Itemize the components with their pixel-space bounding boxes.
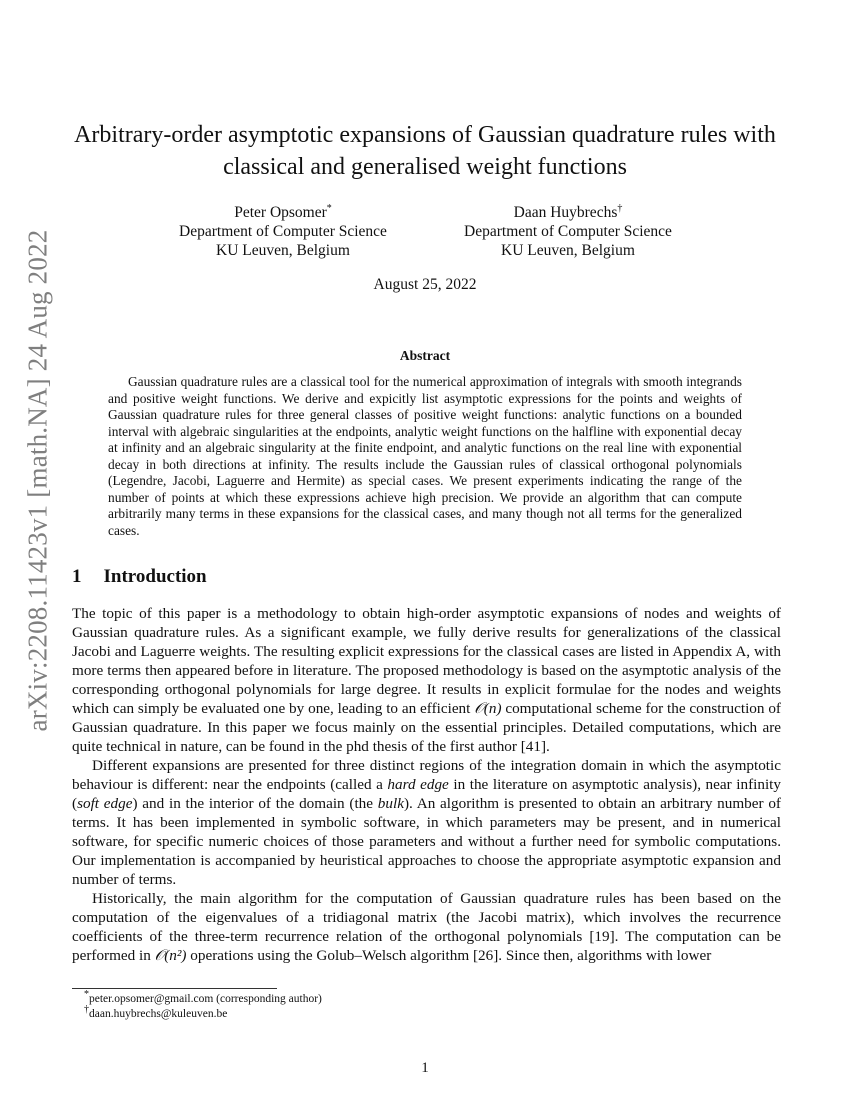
arxiv-identifier: arXiv:2208.11423v1 [math.NA] 24 Aug 2022 — [22, 229, 53, 731]
paragraph-1-text-a: The topic of this paper is a methodology to obtain high-order asymptotic expansions of nodes and weights of Gaussian quadrature rules. As a significant example, we fully derive results for generalizations of the classical Jacobi and Laguerre weights. The resulting explicit expressions for the classical cases are listed in Appendix A, with more terms then appeared before in literature. The proposed methodology is based on the asymptotic analysis of the corresponding orthogonal polynomials for large degree. It results in explicit formulae for the nodes and weights which can simply be evaluated one by one, leading to an efficient — [72, 605, 781, 717]
footnote-2-text: daan.huybrechs@kuleuven.be — [89, 1007, 228, 1020]
abstract-heading: Abstract — [399, 348, 451, 363]
paragraph-2-text-d: ). An algorithm is presented to obtain an arbitrary number of terms. It has been implemented in symbolic software, in which parameters may be present, and in numerical software, for specific numeric choices of those parameters and without a further need for symbolic computations. Our implementation is accompanied by heuristical approaches to choose the appropriate asymptotic expansion and number of terms. — [72, 795, 781, 888]
paragraph-1 — [72, 604, 781, 756]
footnote-1 — [72, 989, 772, 1007]
paragraph-2 — [72, 756, 781, 889]
footnote-1-text: peter.opsomer@gmail.com (corresponding author) — [89, 993, 322, 1005]
author-2-footnote-mark: † — [617, 202, 623, 214]
author-1-department: Department of Computer Science — [179, 223, 387, 240]
author-1-name: Peter Opsomer — [234, 204, 327, 221]
math-order-n: 𝒪(n) — [474, 700, 502, 717]
page-number: 1 — [421, 1060, 429, 1076]
abstract-text: Gaussian quadrature rules are a classical tool for the numerical approximation of integrals with smooth integrands and positive weight functions. We derive and expicitly list asymptotic expressions for the points and weights of Gaussian quadrature rules for three general classes of positive weight functions: analytic functions on a bounded interval with algebraic singularities at the endpoints, analytic weight functions on the halfline with exponential decay at infinity and an algebraic singularity at the finite endpoint, and analytic functions on the real line with exponential decay in both directions at infinity. The results include the Gaussian rules of classical orthogonal polynomials (Legendre, Jacobi, Laguerre and Hermite) as special cases. We present experiments indicating the range of the number of points at which these expressions achieve high precision. We provide an algorithm that can compute arbitrarily many terms in these expansions for the classical cases, and many though not all terms for the generalized cases. — [108, 374, 742, 538]
footnotes — [72, 989, 772, 1021]
emphasis-hard-edge: hard edge — [387, 776, 449, 793]
paragraph-2-text-a: Different expansions are presented for three distinct regions of the integration domain in which the asymptotic behaviour is different: near the endpoints (called a — [72, 757, 781, 793]
author-1-footnote-mark: * — [326, 202, 332, 214]
footnote-2-mark: † — [84, 1003, 89, 1015]
footnote-2 — [72, 1003, 772, 1022]
author-2-department: Department of Computer Science — [464, 223, 672, 240]
author-2 — [428, 203, 708, 260]
emphasis-soft-edge: soft edge — [77, 795, 133, 812]
paper-title: Arbitrary-order asymptotic expansions of Gaussian quadrature rules with classical and generalised weight functions — [74, 122, 776, 180]
math-order-n-squared: 𝒪(n²) — [154, 947, 187, 964]
author-1 — [143, 203, 423, 260]
author-1-affiliation: KU Leuven, Belgium — [216, 242, 350, 259]
paragraph-2-text-c: ) and in the interior of the domain (the — [132, 795, 378, 812]
footnote-1-mark: * — [84, 989, 89, 1001]
author-2-name: Daan Huybrechs — [513, 204, 618, 221]
body-text — [72, 604, 781, 965]
paragraph-3 — [72, 889, 781, 965]
author-2-affiliation: KU Leuven, Belgium — [501, 242, 635, 259]
section-heading — [72, 566, 207, 588]
footnote-divider — [72, 988, 277, 989]
paragraph-2-text-b: in the literature on asymptotic analysis), near infinity ( — [72, 776, 781, 812]
paragraph-3-text-a: Historically, the main algorithm for the computation of Gaussian quadrature rules has been based on the computation of the eigenvalues of a tridiagonal matrix (the Jacobi matrix), which involves the recurrence coefficients of the three-term recurrence relation of the orthogonal polynomials [19]. The computation can be performed in — [72, 890, 781, 964]
section-title: Introduction — [103, 566, 207, 587]
paper-date: August 25, 2022 — [373, 276, 477, 293]
paragraph-3-text-b: operations using the Golub–Welsch algorithm [26]. Since then, algorithms with lower — [186, 947, 712, 964]
emphasis-bulk: bulk — [377, 795, 404, 812]
paragraph-1-text-b: computational scheme for the construction of Gaussian quadrature. In this paper we focus mainly on the essential principles. Detailed computations, which are quite technical in nature, can be found in the phd thesis of the first author [41]. — [72, 700, 781, 755]
arxiv-sidebar-stamp — [16, 229, 60, 731]
section-number: 1 — [72, 566, 82, 587]
